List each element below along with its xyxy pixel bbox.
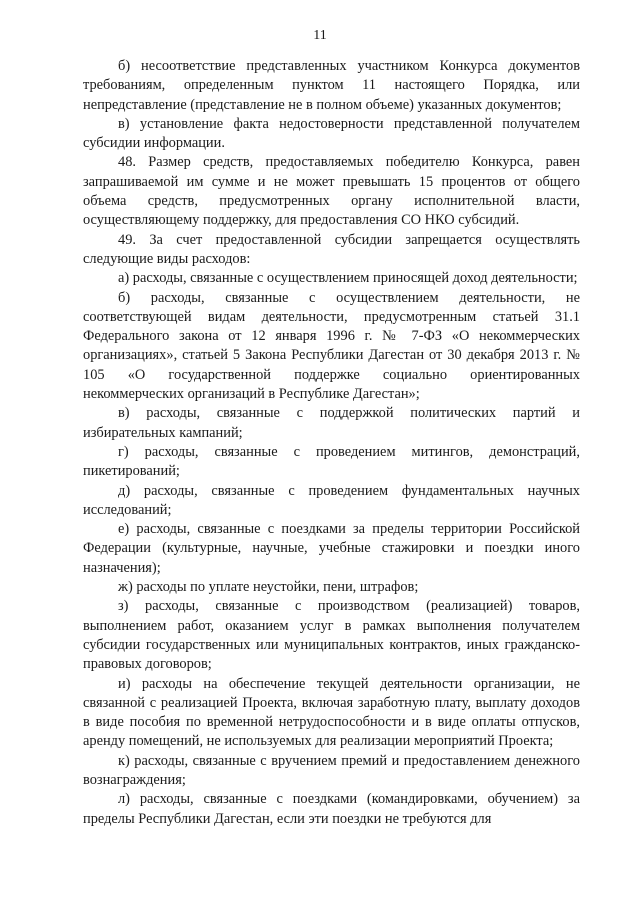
list-item-zh: ж) расходы по уплате неустойки, пени, штрафов; [118, 579, 419, 596]
paragraph-v-unreliable-info: в) установление факта недостоверности представленной получателем субсидии информации. [83, 115, 580, 152]
document-body [83, 57, 580, 829]
list-item-g: г) расходы, связанные с проведением митингов, демонстраций, пикетирований; [83, 443, 580, 480]
paragraph-48: 48. Размер средств, предоставляемых победителю Конкурса, равен запрашиваемой им сумме и не может превышать 15 процентов от общего объема средств, предусмотренных органу исполнительной власти, осуществляющему поддержку, для предоставления СО НКО субсидий. [83, 154, 580, 229]
list-item-k: к) расходы, связанные с вручением премий и предоставлением денежного вознаграждения; [83, 752, 580, 788]
list-item-d: д) расходы, связанные с проведением фундаментальных научных исследований; [83, 482, 580, 518]
list-item-b: б) расходы, связанные с осуществлением деятельности, не соответствующей видам деятельности, предусмотренным статьей 31.1 Федерального закона от 12 января 1996 г. № 7-ФЗ «О некоммерческих организациях», статьей 5 Закона Республики Дагестан от 30 декабря 2013 г. № 105 «О государственной поддержке социально ориентированных некоммерческих организаций в Республике Дагестан»; [83, 289, 580, 403]
paragraph-49: 49. За счет предоставленной субсидии запрещается осуществлять следующие виды расходов: [83, 231, 580, 267]
list-item-l: л) расходы, связанные с поездками (командировками, обучением) за пределы Республики Дагестан, если эти поездки не требуются для [83, 791, 580, 827]
list-item-i: и) расходы на обеспечение текущей деятельности организации, не связанной с реализацией Проекта, включая заработную плату, выплату доходов в виде пособия по временной нетрудоспособности и в виде оплаты отпусков, аренду помещений, не используемых для реализации мероприятий Проекта; [83, 675, 580, 750]
paragraph-b-noncompliance: б) несоответствие представленных участником Конкурса документов требованиям, определенным пунктом 11 настоящего Порядка, или непредставление (представление не в полном объеме) указанных документов; [83, 58, 580, 113]
page-number: 11 [313, 28, 327, 43]
list-item-z: з) расходы, связанные с производством (реализацией) товаров, выполнением работ, оказанием услуг в рамках выполнения получателем субсидии государственных или муниципальных контрактов, иных гражданско-правовых договоров; [83, 598, 580, 673]
list-item-e: е) расходы, связанные с поездками за пределы территории Российской Федерации (культурные, научные, учебные стажировки и поездки иного назначения); [83, 521, 580, 576]
list-item-a: а) расходы, связанные с осуществлением приносящей доход деятельности; [118, 270, 578, 287]
list-item-v: в) расходы, связанные с поддержкой политических партий и избирательных кампаний; [83, 405, 580, 441]
